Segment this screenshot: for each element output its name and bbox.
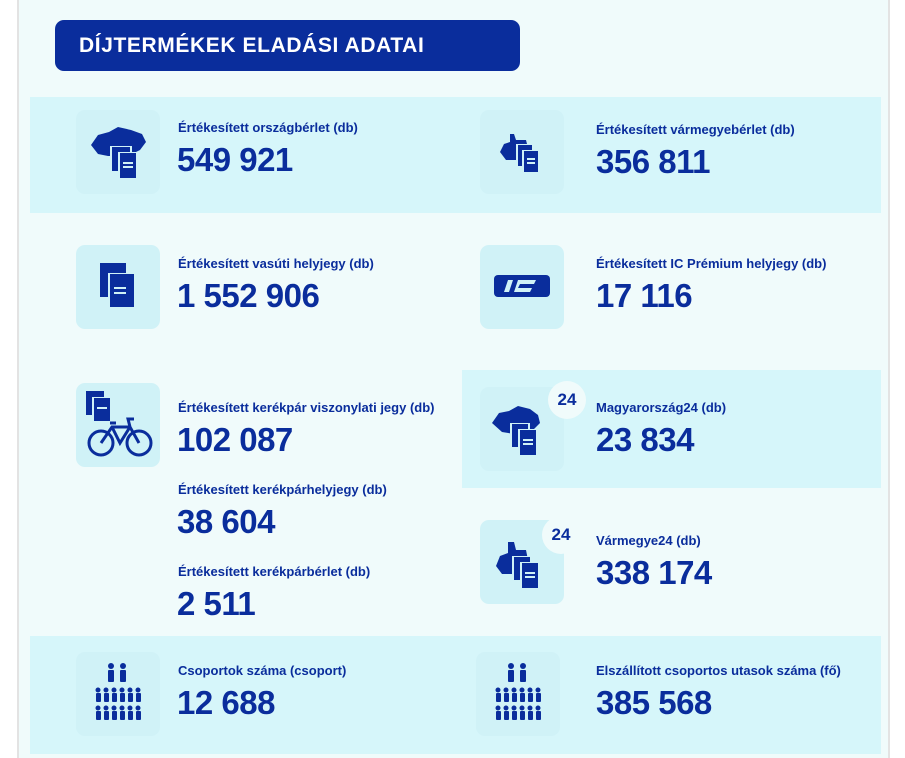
- group-people-icon: [476, 652, 560, 736]
- stat-value-hungary24: 23 834: [596, 421, 694, 458]
- stat-label-group-passengers: Elszállított csoportos utasok száma (fő): [596, 663, 841, 678]
- stat-value-bicycle-ticket: 102 087: [177, 421, 293, 458]
- section-title: DÍJTERMÉKEK ELADÁSI ADATAI: [55, 20, 520, 71]
- stat-value-bicycle-pass: 2 511: [177, 585, 256, 622]
- stat-value-group-passengers: 385 568: [596, 684, 712, 721]
- stat-label-groups: Csoportok száma (csoport): [178, 663, 347, 678]
- stat-value-seat-reservation: 1 552 906: [177, 277, 320, 314]
- stat-label-bicycle-pass: Értékesített kerékpárbérlet (db): [178, 564, 371, 579]
- stat-label-ic-premium: Értékesített IC Prémium helyjegy (db): [596, 256, 827, 271]
- badge-24: 24: [542, 516, 580, 554]
- stat-label-county-pass: Értékesített vármegyebérlet (db): [596, 122, 795, 137]
- badge-24: 24: [548, 381, 586, 419]
- hungary-map-tickets-icon: [76, 110, 160, 194]
- stat-value-county-pass: 356 811: [596, 143, 710, 180]
- stat-label-bicycle-ticket: Értékesített kerékpár viszonylati jegy (db): [178, 400, 435, 415]
- stat-label-seat-reservation: Értékesített vasúti helyjegy (db): [178, 256, 374, 271]
- stat-label-bicycle-seat: Értékesített kerékpárhelyjegy (db): [178, 482, 387, 497]
- stat-label-country-pass: Értékesített országbérlet (db): [178, 120, 358, 135]
- stat-value-country-pass: 549 921: [177, 141, 293, 178]
- county-map-tickets-icon: [480, 110, 564, 194]
- stat-value-bicycle-seat: 38 604: [177, 503, 275, 540]
- stat-value-county24: 338 174: [596, 554, 712, 591]
- stat-label-hungary24: Magyarország24 (db): [596, 400, 727, 415]
- stat-value-groups: 12 688: [177, 684, 275, 721]
- group-people-icon: [76, 652, 160, 736]
- ic-logo-icon: [480, 245, 564, 329]
- tickets-icon: [76, 245, 160, 329]
- stat-label-county24: Vármegye24 (db): [596, 533, 701, 548]
- bicycle-tickets-icon: [76, 383, 160, 467]
- stat-value-ic-premium: 17 116: [596, 277, 693, 314]
